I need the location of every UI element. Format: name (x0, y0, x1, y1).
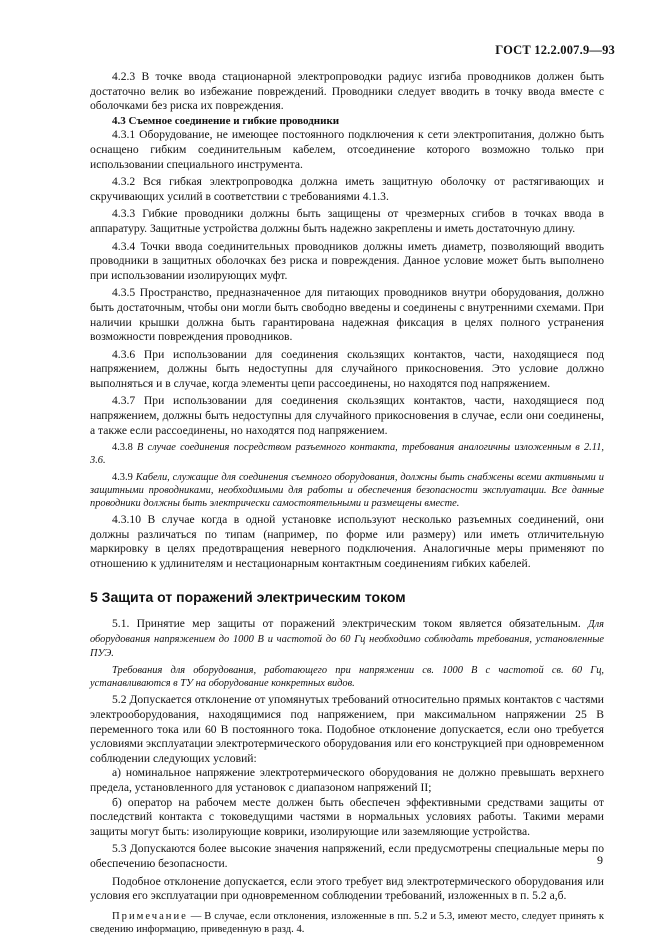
paragraph-5-1-main: 5.1. Принятие мер защиты от поражений электрическим током является обязательным. (112, 617, 581, 631)
section-heading-4-3: 4.3 Съемное соединение и гибкие проводники (112, 114, 340, 127)
paragraph-5-3: 5.3 Допускаются более высокие значения напряжений, если предусмотрены специальные меры по обеспечению безопасности. (90, 842, 604, 870)
paragraph-4-3-8-number: 4.3.8 (112, 442, 133, 454)
paragraph-4-3-2: 4.3.2 Вся гибкая электропроводка должна иметь защитную оболочку от растягивающих и скручивающих усилий в соответствии с требованиями 4.1.3. (90, 175, 604, 203)
paragraph-4-3-8 (90, 441, 604, 467)
paragraph-4-3-1: 4.3.1 Оборудование, не имеющее постоянного подключения к сети электропитания, должно быть оснащено гибким соединительным кабелем, отсоединение которого возможно только при использовании специального инструмента. (90, 128, 604, 171)
page-content (90, 70, 604, 937)
standard-header: ГОСТ 12.2.007.9—93 (495, 43, 615, 57)
note (90, 910, 604, 937)
paragraph-5-2-a: а) номинальное напряжение электротермического оборудования не должно превышать верхнего предела, установленного для установок с диапазоном напряжений II; (90, 766, 604, 794)
paragraph-4-3-9-text: Кабели, служащие для соединения съемного оборудования, должны быть снабжены всеми активными и защитными проводниками, необходимыми для работы и обеспечения безопасности эксплуатации. Все данные проводники должны быть электрически самостоятельными и размещены вместе. (90, 471, 604, 510)
paragraph-4-3-8-text: В случае соединения посредством разъемного контакта, требования аналогичны изложенным в 2.11, 3.6. (90, 442, 604, 467)
paragraph-4-3-5: 4.3.5 Пространство, предназначенное для питающих проводников внутри оборудования, должно быть достаточным, чтобы они могли быть свободно введены и соединены с внутренними схемами. При наличии крышки должна быть гарантирована надежная фиксация в целях полного устранения возможности повреждения проводников. (90, 286, 604, 344)
paragraph-4-3-6: 4.3.6 При использовании для соединения скользящих контактов, части, находящиеся под напряжением, должны быть недоступны для случайного прикосновения. Это условие должно выполняться и в случае, когда элементы цепи рассоединены, но находятся под напряжением. (90, 347, 604, 390)
paragraph-4-3-3: 4.3.3 Гибкие проводники должны быть защищены от чрезмерных сгибов в точках ввода в аппаратуру. Защитные устройства должны быть надежно закреплены и иметь достаточную длину. (90, 207, 604, 235)
paragraph-4-3-4: 4.3.4 Точки ввода соединительных проводников должны иметь диаметр, позволяющий вводить проводники в защитных оболочках без риска и повреждения. Данное условие может быть выполнено при использовании изолирующих муфт. (90, 239, 604, 282)
paragraph-4-3-7: 4.3.7 При использовании для соединения скользящих контактов, части, находящиеся под напряжением, должны быть недоступны для случайного прикосновения в случае, если они соединены, а также если рассоединены, но находятся под напряжением. (90, 394, 604, 437)
paragraph-5-3-b: Подобное отклонение допускается, если этого требует вид электротермического оборудования или условия его эксплуатации при одновременном соблюдении требований, изложенных в п. 5.2 а,б. (90, 874, 604, 903)
paragraph-4-3-9-number: 4.3.9 (112, 471, 133, 483)
paragraph-4-3-10: 4.3.10 В случае когда в одной установке используют несколько разъемных соединений, они должны различаться по типам (например, по форме или размеру) или иметь отличительную маркировку в целях предотвращения неверного подключения. Аналогичные меры применяют по отношению к удлинителям и нестационарным контактным соединениям гибких кабелей. (90, 513, 604, 571)
paragraph-5-2-b: б) оператор на рабочем месте должен быть обеспечен эффективными средствами защиты от последствий контакта с токоведущими частями в нормальных условиях работы. Такими мерами защиты могут быть: изолирующие коврики, изолирующие или заземляющие устройства. (90, 795, 604, 838)
page-number: 9 (597, 853, 603, 867)
note-text: — В случае, если отклонения, изложенные в пп. 5.2 и 5.3, имеют место, следует принять к сведению информацию, приведенную в разд. 4. (90, 910, 604, 936)
paragraph-5-1-italic-2: Требования для оборудования, работающего при напряжении св. 1000 В с частотой св. 60 Гц, устанавливаются в ТУ на оборудование конкретных видов. (90, 665, 604, 690)
paragraph-4-2-3: 4.2.3 В точке ввода стационарной электропроводки радиус изгиба проводников должен быть достаточно велик во избежание повреждений. Проводники следует вводить в точку ввода вместе с оболочками без риска их повреждения. (90, 70, 604, 113)
paragraph-5-2: 5.2 Допускается отклонение от упомянутых требований относительно прямых контактов с частями электрооборудования, находящимися под напряжением, при максимальном напряжении 25 В переменного тока или 60 В постоянного тока. Подобное отклонение допускается, если оно требуется условиями эксплуатации электротермического оборудования или его конструкцией при одновременном соблюдении следующих условий: (90, 693, 604, 765)
note-label: Примечание (112, 910, 188, 922)
paragraph-5-1-italic: Для оборудования напряжением до 1000 В и частотой до 60 Гц необходимо соблюдать требования, установленные ПУЭ. (90, 619, 604, 660)
paragraph-5-1 (90, 617, 604, 661)
paragraph-4-3-9 (90, 471, 604, 511)
section-title-5: 5 Защита от поражений электрическим током (90, 588, 406, 605)
